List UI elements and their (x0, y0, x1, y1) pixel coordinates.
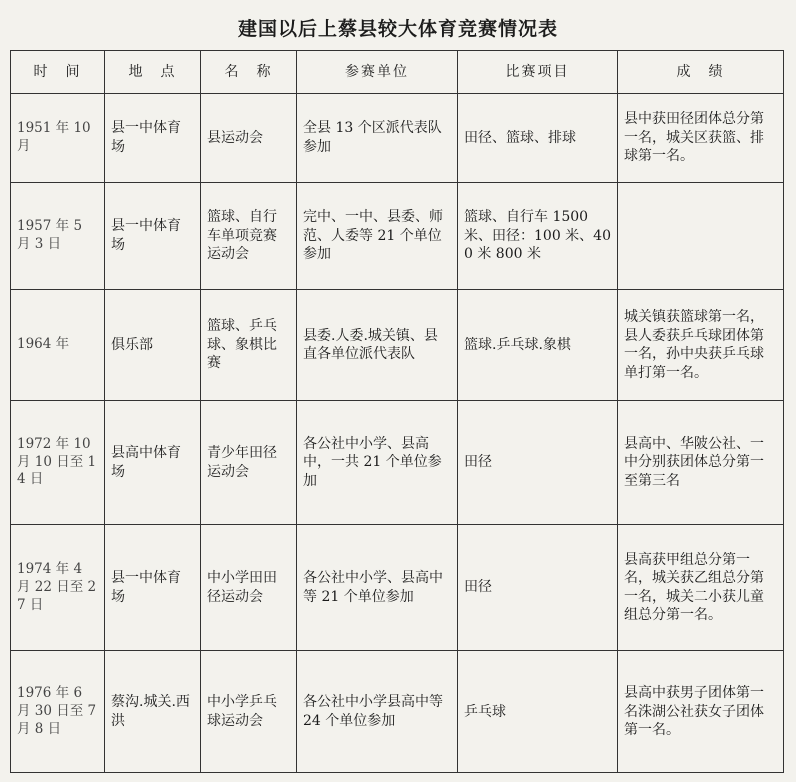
cell-time: 1972 年 10 月 10 日至 14 日 (11, 401, 105, 525)
cell-name: 青少年田径运动会 (201, 401, 297, 525)
cell-place: 俱乐部 (105, 290, 201, 401)
cell-events: 田径 (458, 524, 618, 651)
cell-participants: 完中、一中、县委、师范、人委等 21 个单位参加 (297, 182, 458, 289)
table-row (11, 182, 784, 289)
cell-events: 篮球.乒乓球.象棋 (458, 290, 618, 401)
table-row (11, 94, 784, 183)
cell-time: 1976 年 6 月 30 日至 7 月 8 日 (11, 651, 105, 773)
cell-participants: 县委.人委.城关镇、县直各单位派代表队 (297, 290, 458, 401)
cell-place: 县高中体育场 (105, 401, 201, 525)
cell-results: 城关镇获篮球第一名，县人委获乒乓球团体第一名，孙中央获乒乓球单打第一名。 (618, 290, 784, 401)
cell-time: 1974 年 4 月 22 日至 27 日 (11, 524, 105, 651)
cell-name: 篮球、自行车单项竞赛运动会 (201, 182, 297, 289)
header-row (11, 51, 784, 94)
cell-name: 篮球、乒乓球、象棋比赛 (201, 290, 297, 401)
column-header-results: 成 绩 (618, 51, 784, 94)
cell-results: 县高中、华陂公社、一中分别获团体总分第一至第三名 (618, 401, 784, 525)
column-header-time: 时 间 (11, 51, 105, 94)
cell-events: 田径、篮球、排球 (458, 94, 618, 183)
table-row (11, 651, 784, 773)
cell-participants: 各公社中小学县高中等 24 个单位参加 (297, 651, 458, 773)
table-row (11, 524, 784, 651)
cell-events: 篮球、自行车 1500 米、田径：100 米、400 米 800 米 (458, 182, 618, 289)
cell-name: 县运动会 (201, 94, 297, 183)
column-header-place: 地 点 (105, 51, 201, 94)
cell-events: 乒乓球 (458, 651, 618, 773)
cell-results: 县高中获男子团体第一名洙湖公社获女子团体第一名。 (618, 651, 784, 773)
cell-place: 县一中体育场 (105, 182, 201, 289)
cell-name: 中小学乒乓球运动会 (201, 651, 297, 773)
cell-place: 县一中体育场 (105, 524, 201, 651)
cell-name: 中小学田田径运动会 (201, 524, 297, 651)
cell-participants: 各公社中小学、县高中，一共 21 个单位参加 (297, 401, 458, 525)
cell-events: 田径 (458, 401, 618, 525)
cell-results (618, 182, 784, 289)
column-header-name: 名 称 (201, 51, 297, 94)
table-title: 建国以后上蔡县较大体育竞赛情况表 (237, 18, 558, 40)
column-header-events: 比赛项目 (458, 51, 618, 94)
cell-results: 县中获田径团体总分第一名，城关区获篮、排球第一名。 (618, 94, 784, 183)
cell-participants: 各公社中小学、县高中等 21 个单位参加 (297, 524, 458, 651)
cell-results: 县高获甲组总分第一名，城关获乙组总分第一名，城关二小获儿童组总分第一名。 (618, 524, 784, 651)
table-row (11, 401, 784, 525)
cell-place: 县一中体育场 (105, 94, 201, 183)
table-row (11, 290, 784, 401)
cell-participants: 全县 13 个区派代表队参加 (297, 94, 458, 183)
cell-place: 蔡沟.城关.西洪 (105, 651, 201, 773)
cell-time: 1964 年 (11, 290, 105, 401)
column-header-participants: 参赛单位 (297, 51, 458, 94)
cell-time: 1951 年 10 月 (11, 94, 105, 183)
cell-time: 1957 年 5 月 3 日 (11, 182, 105, 289)
competition-table (10, 50, 784, 773)
